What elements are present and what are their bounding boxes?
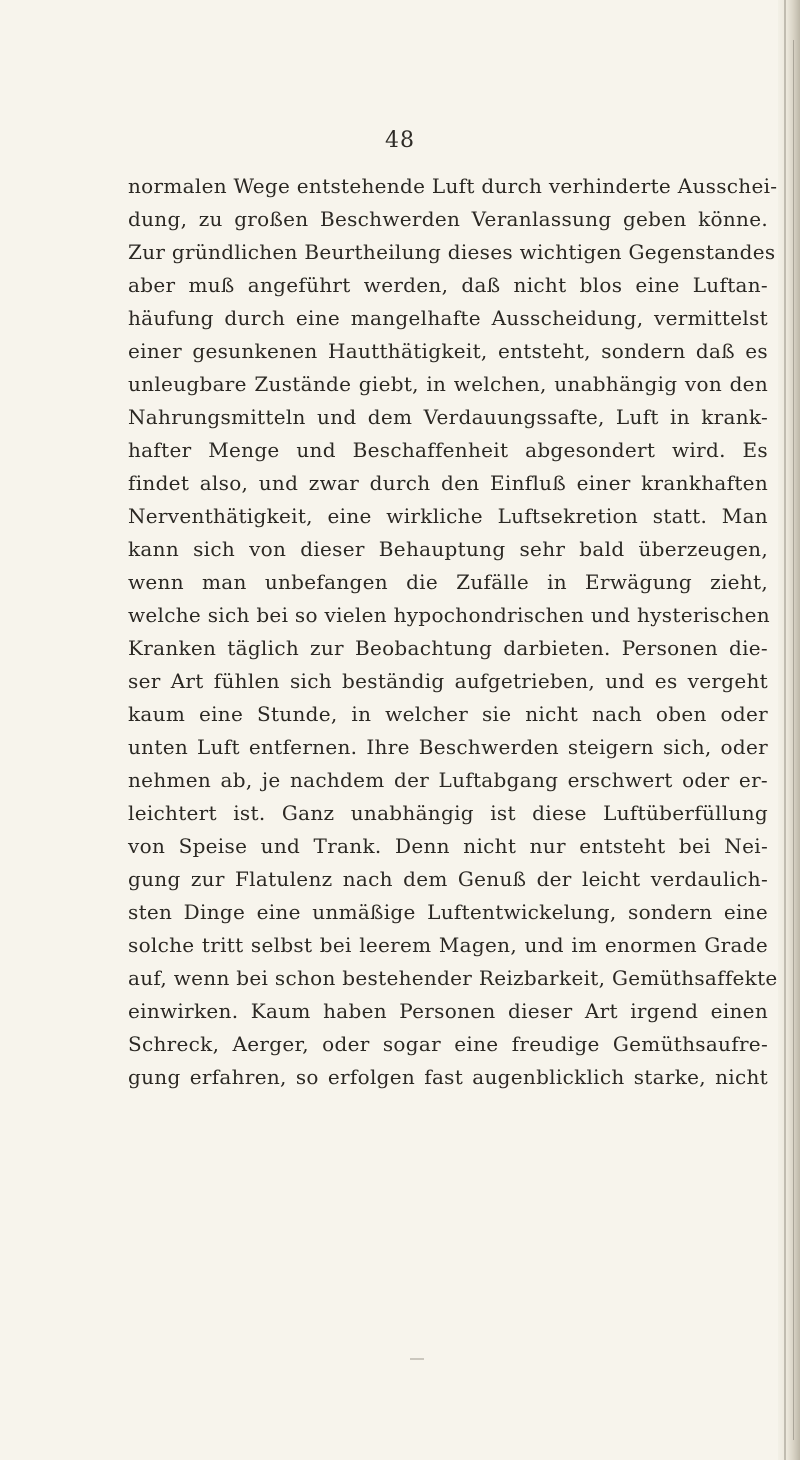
text-line: dung, zu großen Beschwerden Veranlassung geben könne. — [128, 207, 768, 231]
text-line: Zur gründlichen Beurtheilung dieses wichtigen Gegenstandes — [128, 240, 776, 264]
text-line: wenn man unbefangen die Zufälle in Erwägung zieht, — [128, 570, 768, 594]
body-text — [128, 170, 778, 1094]
page-number: 48 — [385, 128, 415, 153]
text-line: häufung durch eine mangelhafte Ausscheidung, vermittelst — [128, 306, 768, 330]
text-line: von Speise und Trank. Denn nicht nur entsteht bei Nei- — [128, 834, 768, 858]
text-line: Nahrungsmitteln und dem Verdauungssafte, Luft in krank- — [128, 405, 768, 429]
text-line: welche sich bei so vielen hypochondrischen und hysterischen — [128, 603, 770, 627]
text-line: unleugbare Zustände giebt, in welchen, unabhängig von den — [128, 372, 768, 396]
text-line: leichtert ist. Ganz unabhängig ist diese Luftüberfüllung — [128, 801, 768, 825]
text-line: gung erfahren, so erfolgen fast augenblicklich starke, nicht — [128, 1065, 768, 1089]
text-line: gung zur Flatulenz nach dem Genuß der leicht verdaulich- — [128, 867, 768, 891]
text-line: solche tritt selbst bei leerem Magen, und im enormen Grade — [128, 933, 768, 957]
page-edge-line-inner — [793, 40, 794, 1440]
text-line: Schreck, Aerger, oder sogar eine freudige Gemüthsaufre- — [128, 1032, 768, 1056]
ink-smudge — [410, 1358, 424, 1360]
text-line: einwirken. Kaum haben Personen dieser Art irgend einen — [128, 999, 768, 1023]
text-line: normalen Wege entstehende Luft durch verhinderte Ausschei- — [128, 174, 778, 198]
text-line: findet also, und zwar durch den Einfluß einer krankhaften — [128, 471, 768, 495]
text-line: kaum eine Stunde, in welcher sie nicht nach oben oder — [128, 702, 768, 726]
text-line: ser Art fühlen sich beständig aufgetrieben, und es vergeht — [128, 669, 768, 693]
text-line: Kranken täglich zur Beobachtung darbieten. Personen die- — [128, 636, 768, 660]
text-line: einer gesunkenen Hautthätigkeit, entsteht, sondern daß es — [128, 339, 768, 363]
text-line: sten Dinge eine unmäßige Luftentwickelung, sondern eine — [128, 900, 768, 924]
text-line: hafter Menge und Beschaffenheit abgesondert wird. Es — [128, 438, 768, 462]
text-line: nehmen ab, je nachdem der Luftabgang erschwert oder er- — [128, 768, 768, 792]
text-line: auf, wenn bei schon bestehender Reizbarkeit, Gemüthsaffekte — [128, 966, 778, 990]
text-line: aber muß angeführt werden, daß nicht blos eine Luftan- — [128, 273, 768, 297]
text-line: unten Luft entfernen. Ihre Beschwerden steigern sich, oder — [128, 735, 768, 759]
text-line: Nerventhätigkeit, eine wirkliche Luftsekretion statt. Man — [128, 504, 768, 528]
page-edge — [778, 0, 800, 1460]
page-edge-line — [784, 0, 786, 1460]
text-line: kann sich von dieser Behauptung sehr bald überzeugen, — [128, 537, 768, 561]
